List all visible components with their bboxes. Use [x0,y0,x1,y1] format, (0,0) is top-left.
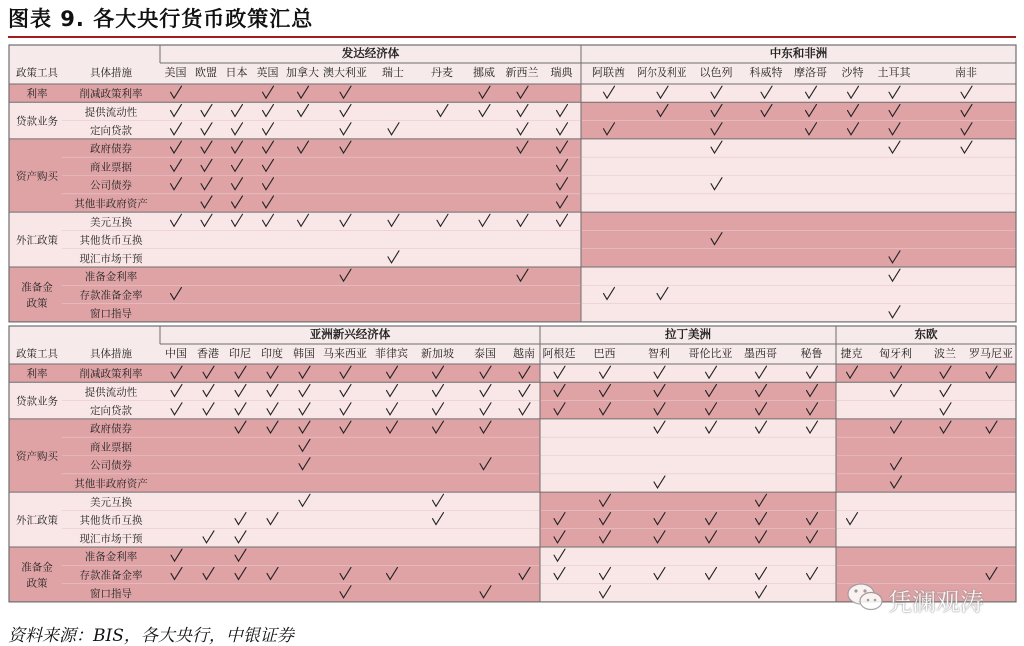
t1-region-band [581,267,1016,322]
t2-country-label: 越南 [513,347,535,360]
t2-country-label: 智利 [648,347,670,360]
t1-country-label: 南非 [955,66,977,79]
t1-region-band [160,267,581,322]
t2-country-label: 泰国 [474,347,496,360]
t2-region-band [160,492,540,547]
t1-header-measure: 具体措施 [90,67,132,79]
t2-measure-label: 其他货币互换 [79,514,143,527]
t1-country-label: 美国 [164,66,187,79]
wechat-icon [846,580,884,614]
t2-region-name: 拉丁美洲 [665,327,711,341]
t1-measure-label: 政府债券 [90,143,132,156]
t2-country-label: 哥伦比亚 [688,347,733,360]
t1-country-label: 挪威 [473,66,495,79]
t2-country-label: 新加坡 [421,347,454,360]
t1-country-label: 英国 [256,66,279,79]
t2-country-label: 印尼 [229,347,251,360]
t1-group-label: 准备金 [21,281,53,294]
t2-measure-label: 公司债券 [90,459,132,472]
t2-region-name: 亚洲新兴经济体 [309,327,391,341]
t2-region-band [160,547,540,602]
t1-measure-label: 定向贷款 [90,124,132,137]
t1-measure-label: 存款准备金率 [79,289,143,302]
t1-group-label: 政策 [26,297,48,310]
t2-country-label: 阿根廷 [542,347,576,360]
t2-region-band [540,492,836,547]
t1-country-label: 阿尔及利亚 [637,66,693,79]
t1-region-band [581,212,1016,267]
t2-measure-label: 政府债券 [90,423,132,436]
t2-country-label: 匈牙利 [879,347,912,360]
t2-country-label: 波兰 [934,347,956,360]
t2-region-band [540,364,836,382]
t1-measure-label: 公司债券 [90,179,132,192]
t1-country-label: 科威特 [749,66,783,79]
t1-country-label: 澳大利亚 [323,66,367,79]
t2-group-label: 政策 [26,577,48,590]
t2-country-label: 香港 [197,347,219,360]
t1-country-label: 以色列 [699,66,733,79]
source-note: 资料来源：BIS，各大央行，中银证券 [8,626,294,646]
t2-measure-label: 现汇市场干预 [79,532,143,545]
t2-region-band [836,364,1016,382]
t2-country-label: 菲律宾 [375,347,408,360]
t1-measure-label: 准备金利率 [84,271,138,284]
t1-country-label: 阿联酋 [592,66,625,79]
t2-country-label: 秘鲁 [800,347,823,360]
t1-country-label: 瑞士 [382,66,404,79]
t1-measure-label: 提供流动性 [84,106,138,119]
t1-group-label: 贷款业务 [16,115,58,128]
t1-country-label: 土耳其 [877,66,911,79]
t2-measure-label: 存款准备金率 [79,569,143,582]
t1-country-label: 摩洛哥 [794,66,827,79]
t1-measure-label: 现汇市场干预 [79,252,143,265]
t2-country-label: 墨西哥 [744,347,777,360]
t1-group-label: 利率 [26,88,48,101]
watermark [846,580,1006,616]
t2-measure-label: 美元互换 [90,496,132,509]
t1-region-name: 发达经济体 [341,46,400,60]
watermark-text: 凭澜观涛 [888,588,984,616]
t2-header-tool: 政策工具 [16,348,58,360]
t1-region-name: 中东和非洲 [769,46,828,60]
t1-country-label: 加拿大 [286,66,319,79]
t1-measure-label: 其他货币互换 [79,234,143,247]
t1-country-label: 新西兰 [505,66,539,79]
t2-country-label: 巴西 [593,347,616,360]
t2-measure-label: 商业票据 [90,441,132,454]
t2-country-label: 中国 [165,347,187,360]
t2-country-label: 印度 [261,347,283,360]
t2-region-name: 东欧 [914,327,938,341]
t2-measure-label: 准备金利率 [84,551,138,564]
t2-header-measure: 具体措施 [90,348,132,360]
t1-region-band [581,84,1016,102]
t2-measure-label: 提供流动性 [84,386,138,399]
t2-group-label: 外汇政策 [16,514,58,527]
t2-measure-label: 削减政策利率 [79,368,143,381]
t2-group-label: 贷款业务 [16,395,58,408]
t1-header-tool: 政策工具 [16,67,58,79]
t1-measure-label: 其他非政府资产 [74,197,148,210]
t1-country-label: 沙特 [841,66,864,79]
t2-measure-label: 其他非政府资产 [74,477,148,490]
t2-measure-label: 窗口指导 [90,587,132,600]
t2-country-label: 马来西亚 [323,347,367,360]
t1-group-label: 外汇政策 [16,234,58,247]
t1-country-label: 欧盟 [195,66,217,79]
t2-group-label: 准备金 [21,561,53,574]
t2-group-label: 利率 [26,368,48,381]
t1-country-label: 丹麦 [431,66,453,79]
t1-measure-label: 美元互换 [90,216,132,229]
t1-measure-label: 窗口指导 [90,307,132,320]
t1-country-label: 瑞典 [550,66,573,79]
t1-measure-label: 商业票据 [90,161,132,174]
t1-measure-label: 削减政策利率 [79,88,143,101]
page-title: 图表 9. 各大央行货币政策汇总 [8,7,314,31]
t2-measure-label: 定向贷款 [90,404,132,417]
t1-country-label: 日本 [225,66,248,79]
t1-region-band [160,212,581,267]
t2-region-band [836,492,1016,547]
t1-group-label: 资产购买 [16,170,58,183]
t2-country-label: 罗马尼亚 [969,347,1013,360]
t2-group-label: 资产购买 [16,450,58,463]
t2-country-label: 韩国 [293,347,315,360]
t2-region-band [540,547,836,602]
t2-country-label: 捷克 [840,347,863,360]
